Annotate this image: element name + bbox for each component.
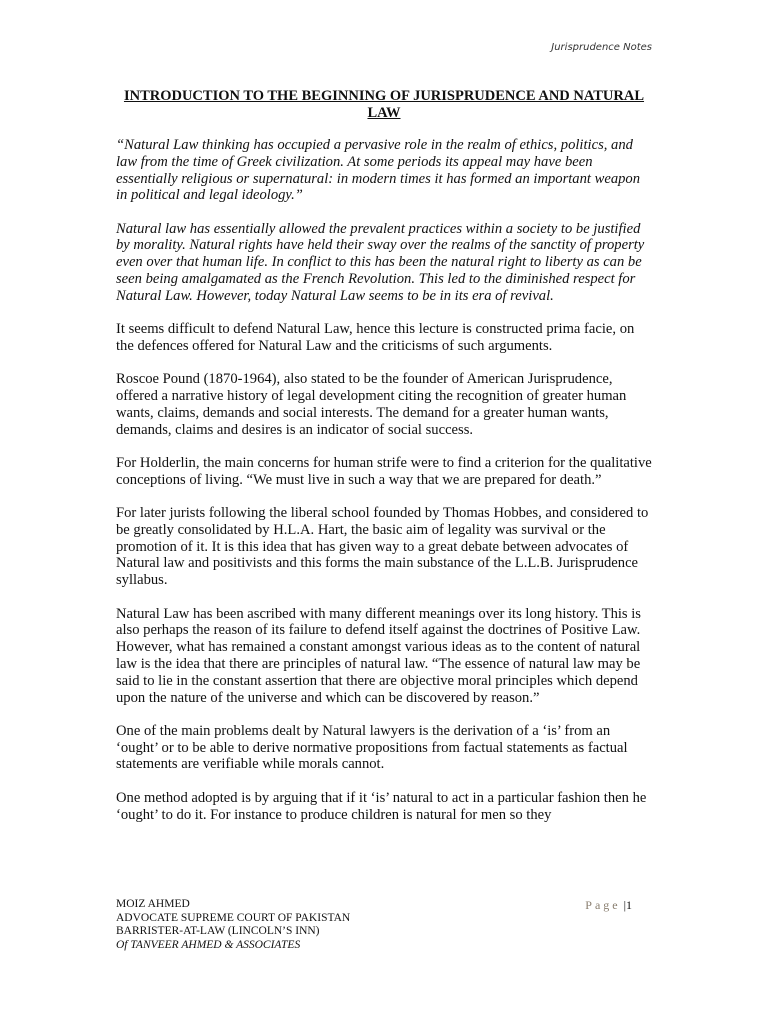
page-number-footer <box>585 898 632 912</box>
page-number: 1 <box>626 898 632 912</box>
author-footer <box>116 898 350 952</box>
body-paragraph: Natural Law has been ascribed with many different meanings over its long history. This is also perhaps the reason of its failure to defend itself against the doctrines of Positive Law. However, what has remained a constant amongst various ideas as to the content of natural law is the idea that there are principles of natural law. “The essence of natural law may be said to lie in the constant assertion that there are objective moral principles which depend upon the nature of the universe and which can be discovered by reason.” <box>116 605 641 706</box>
body-paragraph: One of the main problems dealt by Natural lawyers is the derivation of a ‘is’ from an ‘ought’ or to be able to derive normative propositions from factual statements as factual statements are verifiable while morals cannot. <box>116 722 628 773</box>
body-paragraph: Roscoe Pound (1870-1964), also stated to be the founder of American Jurisprudence, offered a narrative history of legal development citing the recognition of greater human wants, claims, demands and social interests. The demand for a greater human wants, demands, claims and desires is an indicator of social success. <box>116 371 627 438</box>
running-header: Jurisprudence Notes <box>551 42 652 53</box>
body-paragraph: One method adopted is by arguing that if it ‘is’ natural to act in a particular fashion then he ‘ought’ to do it. For instance to produce children is natural for men so they <box>116 789 647 823</box>
author-qualification: BARRISTER-AT-LAW (LINCOLN’S INN) <box>116 925 320 937</box>
author-name: MOIZ AHMED <box>116 898 190 910</box>
body-paragraph: It seems difficult to defend Natural Law, hence this lecture is constructed prima facie, on the defences offered for Natural Law and the criticisms of such arguments. <box>116 321 635 354</box>
author-firm: Of TANVEER AHMED & ASSOCIATES <box>116 938 301 951</box>
quote-paragraph: “Natural Law thinking has occupied a pervasive role in the realm of ethics, politics, and law from the time of Greek civilization. At some periods its appeal may have been essentially religious or supernatural: in modern times it has formed an important weapon in political and legal ideology.” <box>116 137 641 204</box>
body-paragraph: For later jurists following the liberal school founded by Thomas Hobbes, and considered to be greatly consolidated by H.L.A. Hart, the basic aim of legality was survival or the promotion of it. It is this idea that has given way to a great debate between advocates of Natural law and positivists and this forms the main substance of the L.L.B. Jurisprudence syllabus. <box>116 505 649 589</box>
page-label: Page <box>585 898 621 912</box>
body-paragraph: For Holderlin, the main concerns for human strife were to find a criterion for the qualitative conceptions of living. “We must live in such a way that we are prepared for death.” <box>116 454 652 488</box>
page-separator: | <box>623 898 626 912</box>
document-body <box>116 137 652 840</box>
document-title: INTRODUCTION TO THE BEGINNING OF JURISPRUDENCE AND NATURAL LAW <box>123 88 645 121</box>
intro-paragraph: Natural law has essentially allowed the prevalent practices within a society to be justified by morality. Natural rights have held their sway over the realms of the sanctity of property even over that human life. In conflict to this has been the natural right to liberty as can be seen being amalgamated as the French Revolution. This led to the diminished respect for Natural Law. However, today Natural Law seems to be in its era of revival. <box>116 220 645 304</box>
author-title: ADVOCATE SUPREME COURT OF PAKISTAN <box>116 911 351 924</box>
